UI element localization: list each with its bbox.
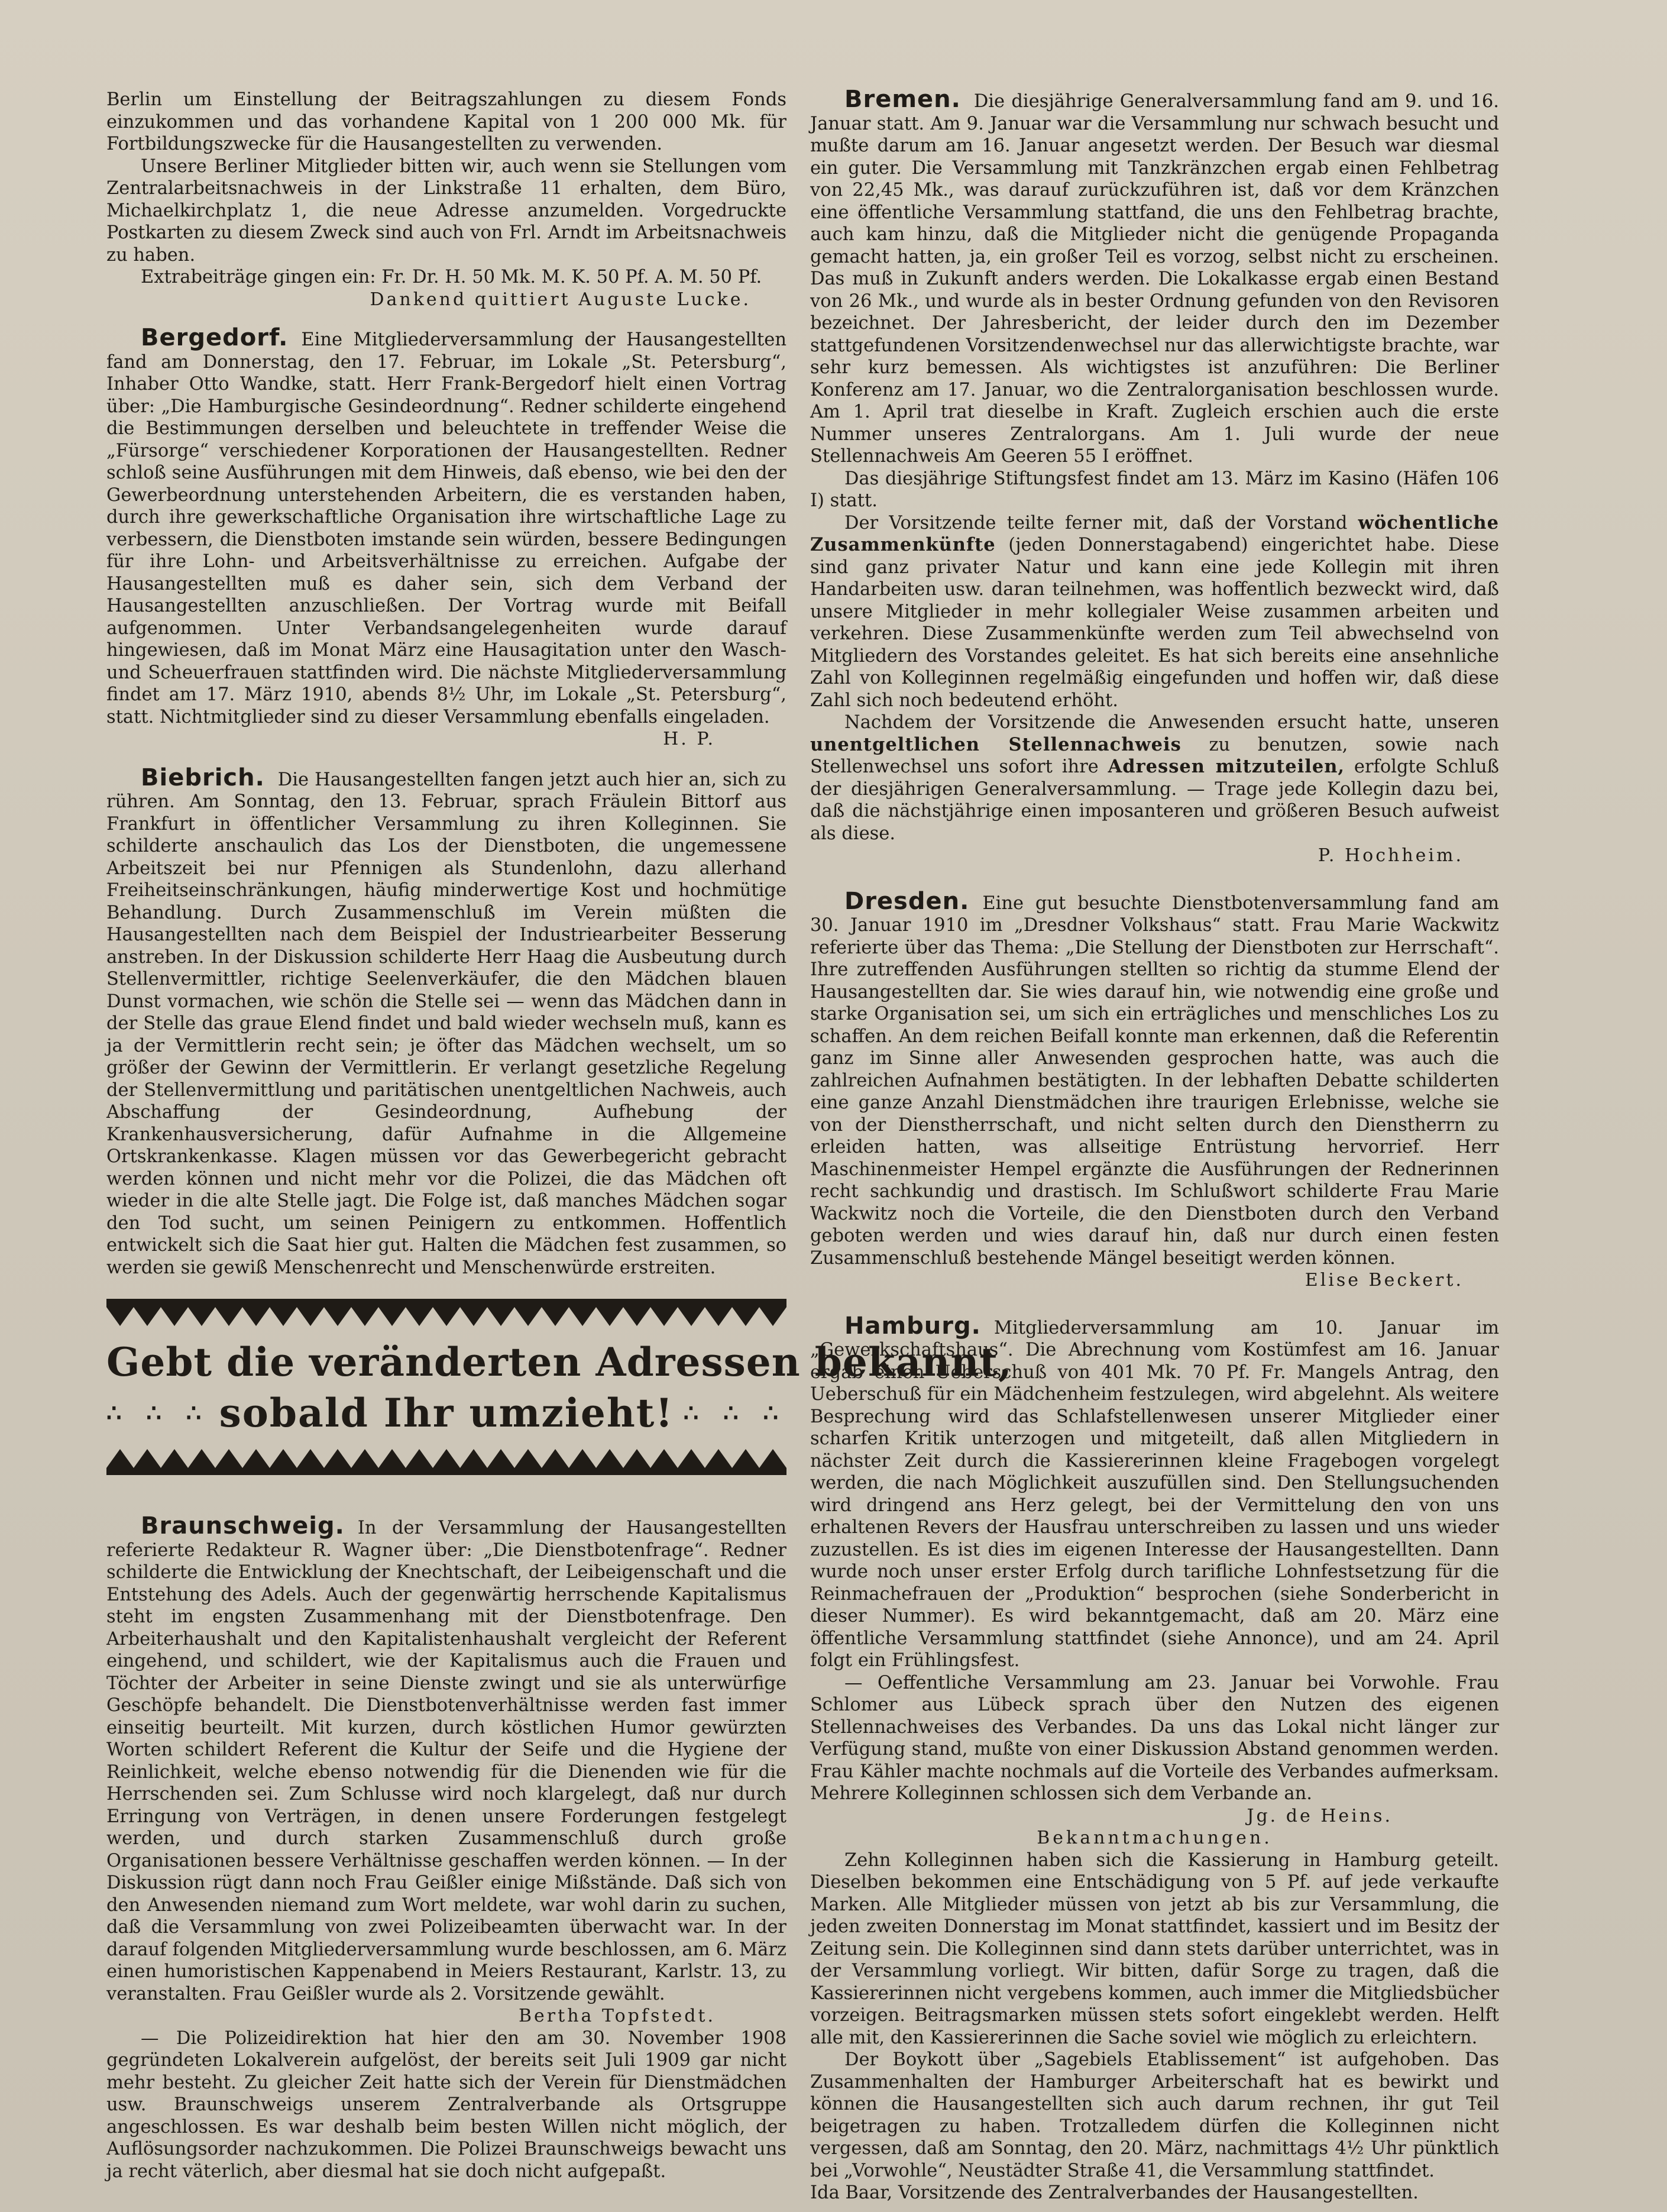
signature: Dankend quittiert Auguste Lucke. — [370, 289, 751, 310]
paragraph: — Oeffentliche Versammlung am 23. Januar bei Vorwohle. Frau Schlomer aus Lübeck sprach über den Nutzen des eigenen Stellennachweises des Verbandes. Da uns das Lokal nicht länger zur Verfügung stand, mußte von einer Diskussion Abstand genommen werden. Frau Kähler machte nochmals auf die Vorteile des Verbandes aufmerksam. Mehrere Kolleginnen schlossen sich dem Verbande an. — [810, 1672, 1499, 1804]
article-berlin-continuation — [106, 89, 786, 311]
banner-subline-text: sobald Ihr umzieht! — [219, 1390, 674, 1436]
text-run: Der Vorsitzende teilte ferner mit, daß der Vorstand — [844, 512, 1348, 533]
signature: Bertha Topfstedt. — [519, 2006, 716, 2026]
emphasis: unentgeltlichen Stellennachweis — [810, 733, 1182, 755]
article-bremen — [810, 86, 1500, 867]
text-run: erfolgte Schluß der diesjährigen Generalversammlung. — Trage jede Kollegin dazu bei, daß die nächstjährige einen imposanteren und größeren Besuch aufweist als diese. — [810, 756, 1500, 844]
banner-subline — [106, 1390, 786, 1436]
paragraph: Extrabeiträge gingen ein: Fr. Dr. H. 50 Mk. M. K. 50 Pf. A. M. 50 Pf. — [141, 267, 762, 287]
paragraph — [810, 712, 1499, 845]
right-column — [810, 86, 1500, 2203]
signature: P. Hochheim. — [1318, 845, 1464, 866]
article-bergedorf — [106, 324, 786, 751]
paragraph: — Die Polizeidirektion hat hier den am 30. November 1908 gegründeten Lokalverein aufgelöst, der bereits seit Juli 1909 gar nicht mehr besteht. Zu gleicher Zeit hatte sich der Verein für Dienstmädchen usw. Braunschweigs unserem Zentralverbande als Ortsgruppe angeschlossen. Es war deshalb beim besten Willen nicht möglich, der Auflösungsorder nachzukommen. Die Polizei Braunschweigs bewacht uns ja recht väterlich, aber diesmal hat sie doch nicht aufgepaßt. — [106, 2027, 786, 2182]
article-body: Eine Mitgliederversammlung der Hausangestellten fand am Donnerstag, den 17. Februar, im Lokale „St. Petersburg“, Inhaber Otto Wandke, statt. Herr Frank-Bergedorf hielt einen Vortrag über: „Die Hamburgische Gesindeordnung“. Redner schilderte eingehend die Bestimmungen derselben und beleuchtete in treffender Weise die „Fürsorge“ verschiedener Korporationen der Hausangestellten. Redner schloß seine Ausführungen mit dem Hinweis, daß ebenso, wie bei den der Gewerbeordnung unterstehenden Arbeitern, die es verstanden haben, durch ihre gewerkschaftliche Organisation ihre wirtschaftliche Lage zu verbessern, die Dienstboten imstande sein würden, bessere Bedingungen für ihre Lohn- und Arbeitsverhältnisse zu erreichen. Aufgabe der Hausangestellten muß es daher sein, sich dem Verband der Hausangestellten anzuschließen. Der Vortrag wurde mit Beifall aufgenommen. Unter Verbandsangelegenheiten wurde darauf hingewiesen, daß im Monat März eine Hausagitation unter den Wasch- und Scheuerfrauen stattfinden wird. Die nächste Mitgliederversammlung findet am 17. März 1910, abends 8½ Uhr, im Lokale „St. Petersburg“, statt. Nichtmitglieder sind zu dieser Versammlung ebenfalls eingeladen. — [106, 329, 786, 727]
article-braunschweig — [106, 1512, 786, 2182]
paragraph: Unsere Berliner Mitglieder bitten wir, auch wenn sie Stellungen vom Zentralarbeitsnachweis in der Linkstraße 11 erhalten, dem Büro, Michaelkirchplatz 1, die neue Adresse anzumelden. Vorgedruckte Postkarten zu diesem Zweck sind auch von Frl. Arndt im Arbeitsnachweis zu haben. — [106, 156, 786, 266]
emphasis: wöchentliche Zusammenkünfte — [810, 512, 1499, 555]
ornament-dots: ∴ ∴ ∴ — [683, 1399, 786, 1427]
article-biebrich — [106, 764, 786, 1279]
article-heading: Bergedorf. — [141, 324, 289, 351]
article-heading: Bremen. — [844, 86, 961, 113]
article-heading: Biebrich. — [141, 764, 265, 791]
zigzag-border-bottom — [106, 1448, 786, 1475]
article-body: Die Hausangestellten fangen jetzt auch hier an, sich zu rühren. Am Sonntag, den 13. Februar, sprach Fräulein Bittorf aus Frankfurt in öffentlicher Versammlung zu ihren Kolleginnen. Sie schilderte anschaulich das Los der Dienstboten, die ungemessene Arbeitszeit bei nur Pfennigen als Stundenlohn, dazu allerhand Freiheitseinschränkungen, häufig minderwertige Kost und hochmütige Behandlung. Durch Zusammenschluß im Verein müßten die Hausangestellten nach dem Beispiel der Industriearbeiter Besserung anstreben. In der Diskussion schilderte Herr Haag die Ausbeutung durch Stellenvermittler, richtige Seelenverkäufer, die den Mädchen blauen Dunst vormachen, wie schön die Stelle sei — wenn das Mädchen dann in der Stelle das graue Elend findet und bald wieder wechseln muß, kann es ja der Vermittlerin recht sein; je öfter das Mädchen wechselt, um so größer der Gewinn der Vermittlerin. Er verlangt gesetzliche Regelung der Stellenvermittlung und paritätischen unentgeltlichen Nachweis, auch Abschaffung der Gesindeordnung, Aufhebung der Krankenhausversicherung, dafür Aufnahme in die Allgemeine Ortskrankenkasse. Klagen müssen vor das Gewerbegericht gebracht werden können und nicht mehr vor die Polizei, die das Mädchen oft wieder in die alte Stelle jagt. Die Folge ist, daß manches Mädchen sogar den Tod sucht, um seinen Peinigern zu entkommen. Hoffentlich entwickelt sich die Saat hier gut. Halten die Mädchen fest zusammen, so werden sie gewiß Menschenrecht und Menschenwürde erstreiten. — [106, 769, 786, 1278]
article-body: Mitgliederversammlung am 10. Januar im „Gewerkschaftshaus“. Die Abrechnung vom Kostümfest am 16. Januar ergab einen Ueberschuß von 401 Mk. 70 Pf. Fr. Mangels Antrag, den Ueberschuß für ein Mädchenheim festzulegen, wird abgelehnt. Als weitere Besprechung wird das Schlafstellenwesen unserer Mitglieder einer scharfen Kritik unterzogen und mitgeteilt, daß allen Mitgliedern in nächster Zeit durch die Kassiererinnen kleine Fragebogen vorgelegt werden, die nach Möglichkeit auszufüllen sind. Den Stellungsuchenden wird dringend ans Herz gelegt, bei der Vermittelung den von uns erhaltenen Revers der Hausfrau unterschreiben zu lassen und uns wieder zuzustellen. Es ist dies im eigenen Interesse der Hausangestellten. Dann wurde noch unser erster Erfolg durch tarifliche Lohnfestsetzung für die Reinmachefrauen der „Produktion“ besprochen (siehe Sonderbericht in dieser Nummer). Es wird bekanntgemacht, daß am 20. März eine öffentliche Versammlung stattfindet (siehe Annonce), und am 24. April folgt ein Frühlingsfest. — [810, 1317, 1499, 1671]
article-dresden — [810, 887, 1499, 1292]
paragraph: Zehn Kolleginnen haben sich die Kassierung in Hamburg geteilt. Dieselben bekommen eine Entschädigung von 5 Pf. auf jede verkaufte Marken. Alle Mitglieder müssen von jetzt ab bis zur Versammlung, die jeden zweiten Donnerstag im Monat stattfindet, kassiert und im Besitz der Zeitung sein. Die Kolleginnen sind dann stets darüber unterrichtet, was in der Versammlung vorliegt. Wir bitten, dafür Sorge zu tragen, daß die Kassiererinnen nicht vergebens kommen, auch immer die Mitgliedsbücher vorzeigen. Beitragsmarken müssen stets sofort eingeklebt werden. Helft alle mit, den Kassiererinnen die Sache soviel wie möglich zu erleichtern. — [810, 1849, 1499, 2048]
text-run: zu benutzen, sowie nach Stellenwechsel uns sofort ihre — [810, 734, 1499, 777]
ornament-dots: ∴ ∴ ∴ — [106, 1399, 210, 1427]
signature: Jg. de Heins. — [1247, 1805, 1393, 1826]
article-body: In der Versammlung der Hausangestellten referierte Redakteur R. Wagner über: „Die Dienstbotenfrage“. Redner schilderte die Entwicklung der Knechtschaft, der Leibeigenschaft und die Entstehung des Adels. Auch der gegenwärtig herrschende Kapitalismus steht im engsten Zusammenhang mit der Dienstbotenfrage. Den Arbeiterhaushalt und den Kapitalistenhaushalt vergleicht der Referent eingehend, und schildert, wie der Kapitalismus auch die Frauen und Töchter der Arbeiter in seine Dienste zwingt und sie als unterwürfige Geschöpfe behandelt. Die Dienstbotenverhältnisse werden fast immer einseitig beurteilt. Mit kurzen, durch köstlichen Humor gewürzten Worten schildert Referent die Kultur der Seife und die Hygiene der Reinlichkeit, welche ebenso notwendig für die Dienenden wie für die Herrschenden sei. Zum Schlusse wird noch klargelegt, daß nur durch Erringung von Verträgen, in denen unsere Forderungen festgelegt werden, und durch starken Zusammenschluß durch große Organisationen bessere Verhältnisse geschaffen werden können. — In der Diskussion rügt dann noch Frau Geißler einige Mißstände. Daß sich von den Anwesenden niemand zum Wort meldete, war wohl darin zu suchen, daß die Versammlung von zwei Polizeibeamten überwacht war. In der darauf folgenden Mitgliederversammlung wurde beschlossen, am 6. März einen humoristischen Kappenabend in Meiers Restaurant, Karlstr. 13, zu veranstalten. Frau Geißler wurde als 2. Vorsitzende gewählt. — [106, 1518, 786, 2004]
signature: Elise Beckert. — [1305, 1270, 1464, 1291]
article-heading: Braunschweig. — [141, 1512, 345, 1540]
paragraph — [810, 512, 1499, 712]
text-run: (jeden Donnerstagabend) eingerichtet habe. Diese sind ganz privater Natur und kann eine jede Kollegin mit ihren Handarbeiten usw. daran teilnehmen, was hoffentlich bezweckt wird, daß unsere Mitglieder in mehr kollegialer Weise zusammen arbeiten und verkehren. Diese Zusammenkünfte werden zum Teil abwechselnd von Mitgliedern des Vorstandes geleitet. Es hat sich bereits eine ansehnliche Zahl von Kolleginnen regelmäßig eingefunden und hoffen wir, daß diese Zahl sich noch bedeutend erhöht. — [810, 535, 1499, 711]
text-run: Nachdem der Vorsitzende die Anwesenden ersucht hatte, unseren — [844, 712, 1499, 733]
zigzag-border-top — [106, 1299, 786, 1326]
article-body: Eine gut besuchte Dienstbotenversammlung fand am 30. Januar 1910 im „Dresdner Volkshaus“ statt. Frau Marie Wackwitz referierte über das Thema: „Die Stellung der Dienstboten zur Herrschaft“. Ihre zutreffenden Ausführungen stellten so richtig da stumme Elend der Hausangestellten dar. Sie wies darauf hin, wie notwendig eine große und starke Organisation sei, um sich ein erträgliches und menschliches Los zu schaffen. An dem reichen Beifall konnte man erkennen, daß die Referentin ganz im Sinne aller Anwesenden gesprochen hatte, was auch die zahlreichen Aufnahmen bestätigten. In der lebhaften Debatte schilderten eine ganze Anzahl Dienstmädchen ihre traurigen Erlebnisse, welche sie von der Dienstherrschaft, und nicht selten durch den Dienstherrn zu erleiden hatten, was allseitige Entrüstung hervorrief. Herr Maschinenmeister Hempel ergänzte die Ausführungen der Rednerinnen recht sachkundig und drastisch. Im Schlußwort schilderte Frau Marie Wackwitz noch die Vorteile, die den Dienstboten durch den Verband geboten werden und wies darauf hin, daß nur durch einen festen Zusammenschluß bestehende Mängel beseitigt werden können. — [810, 892, 1499, 1269]
section-subheading: Bekanntmachungen. — [1037, 1828, 1273, 1848]
article-body: Die diesjährige Generalversammlung fand am 9. und 16. Januar statt. Am 9. Januar war die Versammlung nur schwach besucht und mußte darum am 16. Januar angesetzt werden. Der Besuch war diesmal ein guter. Die Versammlung mit Tanzkränzchen ergab einen Fehlbetrag von 22,45 Mk., was darauf zurückzuführen ist, daß vor dem Kränzchen eine öffentliche Versammlung stattfand, die uns den Fehlbetrag brachte, auch kam hinzu, daß die Mitglieder nicht die genügende Propaganda gemacht hatten, ja, ein großer Teil es vorzog, selbst nicht zu erscheinen. Das muß in Zukunft anders werden. Die Lokalkasse ergab einen Bestand von 26 Mk., und wurde als in bester Ordnung gefunden von den Revisoren bezeichnet. Der Jahresbericht, der leider durch den im Dezember stattgefundenen Vorsitzendenwechsel nur das allerwichtigste brachte, war sehr kurz bemessen. Als wichtigstes ist anzuführen: Die Berliner Konferenz am 17. Januar, wo die Zentralorganisation beschlossen wurde. Am 1. April trat dieselbe in Kraft. Zugleich erschien auch die erste Nummer unseres Zentralorgans. Am 1. Juli wurde der neue Stellennachweis Am Geeren 55 I eröffnet. — [810, 91, 1499, 467]
paragraph: Berlin um Einstellung der Beitragszahlungen zu diesem Fonds einzukommen und das vorhandene Kapital von 1 200 000 Mk. für Fortbildungszwecke für die Hausangestellten zu verwenden. — [106, 89, 786, 154]
paragraph: Der Boykott über „Sagebiels Etablissement“ ist aufgehoben. Das Zusammenhalten der Hamburger Arbeiterschaft hat es bewirkt und können die Hausangestellten sich auch darum rechnen, ihr gut Teil beigetragen zu haben. Trotzalledem dürfen die Kolleginnen nicht vergessen, daß am Sonntag, den 20. März, nachmittags 4½ Uhr pünktlich bei „Vorwohle“, Neustädter Straße 41, die Versammlung stattfindet. — [810, 2049, 1499, 2181]
banner-headline: Gebt die veränderten Adressen bekannt, — [106, 1339, 1012, 1385]
article-hamburg — [810, 1312, 1499, 2204]
paragraph: Ida Baar, Vorsitzende des Zentralverbandes der Hausangestellten. — [810, 2182, 1419, 2203]
signature: H. P. — [663, 729, 716, 749]
article-heading: Dresden. — [844, 887, 970, 915]
paragraph: Das diesjährige Stiftungsfest findet am 13. März im Kasino (Häfen 106 I) statt. — [810, 468, 1499, 511]
article-heading: Hamburg. — [844, 1312, 981, 1340]
emphasis: Adressen mitzuteilen, — [1108, 756, 1345, 777]
